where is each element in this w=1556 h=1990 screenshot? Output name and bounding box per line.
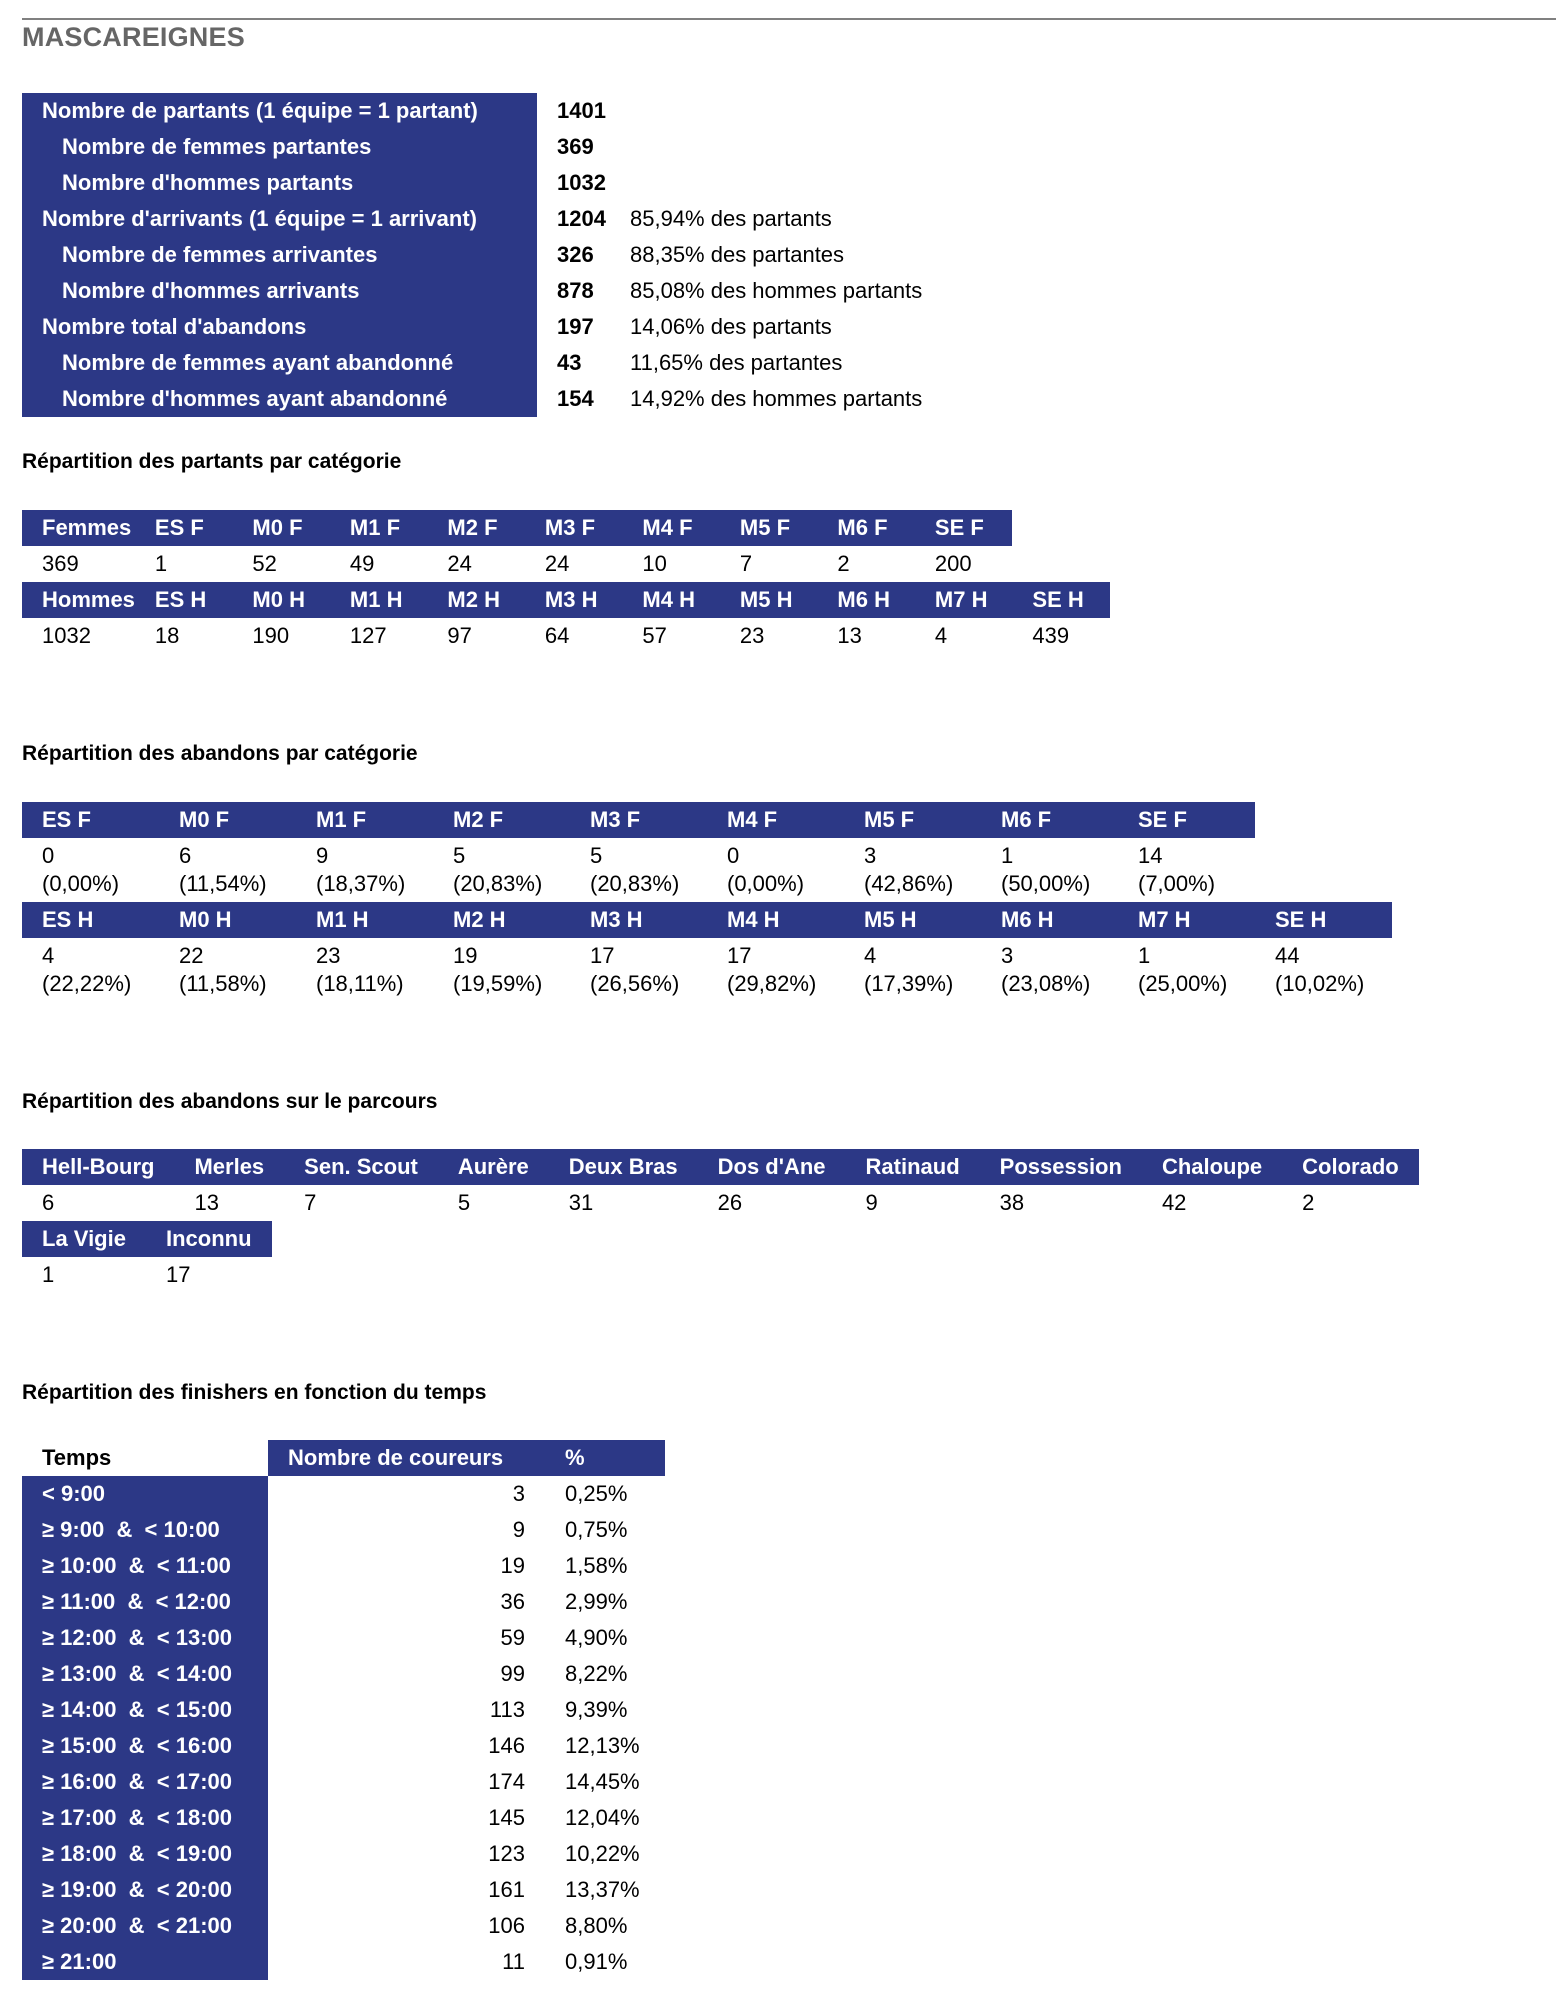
summary-value: 43 — [557, 350, 582, 375]
summary-value: 197 — [557, 314, 594, 339]
runner-percent: 8,22% — [565, 1661, 628, 1686]
runner-percent: 2,99% — [565, 1589, 628, 1614]
data-row — [22, 838, 1392, 902]
cell-value: 190 — [252, 623, 290, 648]
column-header: La Vigie — [22, 1221, 146, 1257]
cell-percent: (11,58%) — [179, 971, 267, 996]
time-row — [22, 1476, 665, 1512]
data-cell — [915, 618, 1013, 654]
column-header: M2 F — [433, 802, 570, 838]
column-header: M4 H — [622, 582, 720, 618]
column-header: Inconnu — [146, 1221, 272, 1257]
cell-percent: (23,08%) — [1001, 971, 1091, 996]
time-row — [22, 1764, 665, 1800]
column-header: M0 F — [159, 802, 296, 838]
column-header: Dos d'Ane — [698, 1149, 846, 1185]
runner-count: 9 — [512, 1517, 525, 1542]
column-header: M2 F — [427, 510, 525, 546]
column-header: M3 H — [570, 902, 707, 938]
runner-percent: 0,75% — [565, 1517, 628, 1542]
summary-label: Nombre d'hommes ayant abandonné — [22, 381, 537, 417]
runner-percent: 0,25% — [565, 1481, 628, 1506]
cell-value: 23 — [739, 623, 765, 648]
summary-label: Nombre d'arrivants (1 équipe = 1 arrivant) — [22, 201, 537, 237]
cell-value: 6 — [179, 843, 192, 868]
time-row — [22, 1512, 665, 1548]
summary-value: 1401 — [557, 98, 606, 123]
time-range: ≥ 15:00 & < 16:00 — [22, 1728, 268, 1764]
cell-value: 0 — [727, 843, 740, 868]
column-header: M3 F — [570, 802, 707, 838]
column-header: M5 H — [844, 902, 981, 938]
time-row — [22, 1836, 665, 1872]
column-header: M3 H — [525, 582, 623, 618]
data-cell — [330, 546, 428, 582]
data-cell — [174, 1185, 284, 1221]
cell-value: 31 — [568, 1190, 594, 1215]
column-header: ES H — [135, 582, 233, 618]
cell-value: 3 — [864, 843, 877, 868]
time-row — [22, 1692, 665, 1728]
cell-value: 42 — [1161, 1190, 1187, 1215]
data-cell — [980, 1185, 1142, 1221]
summary-percent: 88,35% des partantes — [630, 242, 845, 267]
cell-percent: (19,59%) — [453, 971, 543, 996]
column-header: M6 F — [817, 510, 915, 546]
column-header: Hommes — [22, 582, 135, 618]
data-row — [22, 1185, 1419, 1221]
cell-value: 44 — [1275, 943, 1300, 968]
data-cell — [846, 1185, 980, 1221]
summary-row — [22, 381, 922, 417]
summary-percent — [630, 129, 922, 165]
column-header: ES F — [135, 510, 233, 546]
data-cell — [22, 938, 159, 1002]
cell-value: 127 — [349, 623, 387, 648]
cell-value: 13 — [194, 1190, 219, 1215]
cell-value: 4 — [934, 623, 948, 648]
cell-value: 57 — [642, 623, 667, 648]
data-cell — [135, 546, 233, 582]
summary-percent: 85,08% des hommes partants — [630, 278, 923, 303]
summary-row — [22, 129, 922, 165]
cell-value: 17 — [590, 943, 615, 968]
summary-label: Nombre de partants (1 équipe = 1 partant) — [22, 93, 537, 129]
data-cell — [296, 838, 433, 902]
section-title-abandons-parcours: Répartition des abandons sur le parcours — [22, 1090, 438, 1113]
runner-percent: 4,90% — [565, 1625, 628, 1650]
cell-value: 200 — [934, 551, 972, 576]
cell-percent: (17,39%) — [864, 971, 954, 996]
data-cell — [622, 618, 720, 654]
cell-percent: (0,00%) — [42, 871, 120, 896]
column-header: M2 H — [427, 582, 525, 618]
column-header: M5 F — [844, 802, 981, 838]
time-row — [22, 1908, 665, 1944]
data-cell — [296, 938, 433, 1002]
data-cell — [438, 1185, 549, 1221]
summary-percent: 14,92% des hommes partants — [630, 386, 923, 411]
cell-value: 49 — [349, 551, 375, 576]
time-range: ≥ 19:00 & < 20:00 — [22, 1872, 268, 1908]
data-cell — [284, 1185, 438, 1221]
data-cell — [720, 618, 818, 654]
time-range: ≥ 16:00 & < 17:00 — [22, 1764, 268, 1800]
cell-percent: (50,00%) — [1001, 871, 1091, 896]
summary-value: 1204 — [557, 206, 606, 231]
time-row — [22, 1584, 665, 1620]
time-row — [22, 1800, 665, 1836]
cell-percent: (0,00%) — [727, 871, 805, 896]
column-header: SE F — [915, 510, 1013, 546]
column-header: ES H — [22, 902, 159, 938]
runner-percent: 14,45% — [565, 1769, 640, 1794]
data-cell — [817, 618, 915, 654]
data-cell — [525, 546, 623, 582]
data-cell — [1282, 1185, 1419, 1221]
column-header: Sen. Scout — [284, 1149, 438, 1185]
column-header-time: Temps — [22, 1440, 268, 1476]
runner-percent: 9,39% — [565, 1697, 628, 1722]
time-range: ≥ 20:00 & < 21:00 — [22, 1908, 268, 1944]
abandons-categorie-table — [22, 802, 1392, 1002]
column-header: ES F — [22, 802, 159, 838]
data-cell — [549, 1185, 698, 1221]
data-cell — [427, 546, 525, 582]
column-header: Hell-Bourg — [22, 1149, 174, 1185]
data-cell — [844, 838, 981, 902]
data-cell — [707, 838, 844, 902]
column-header: M2 H — [433, 902, 570, 938]
data-cell — [622, 546, 720, 582]
cell-value: 439 — [1032, 623, 1070, 648]
column-header: M6 H — [817, 582, 915, 618]
data-cell — [525, 618, 623, 654]
cell-value: 17 — [165, 1262, 191, 1287]
section-title-partants-categorie: Répartition des partants par catégorie — [22, 450, 402, 473]
header-row — [22, 902, 1392, 938]
column-header: M6 F — [981, 802, 1118, 838]
data-cell — [330, 618, 428, 654]
data-cell — [22, 546, 135, 582]
runner-count: 145 — [488, 1805, 525, 1830]
summary-percent — [630, 93, 922, 129]
abandons-parcours-table-1 — [22, 1149, 1419, 1221]
summary-percent: 85,94% des partants — [630, 206, 832, 231]
data-cell — [232, 546, 330, 582]
summary-row — [22, 309, 922, 345]
column-header: Deux Bras — [549, 1149, 698, 1185]
summary-row — [22, 201, 922, 237]
time-range: ≥ 14:00 & < 15:00 — [22, 1692, 268, 1728]
column-header: M1 F — [330, 510, 428, 546]
runner-percent: 13,37% — [565, 1877, 640, 1902]
column-header: M0 H — [232, 582, 330, 618]
time-range: ≥ 18:00 & < 19:00 — [22, 1836, 268, 1872]
data-cell — [159, 838, 296, 902]
header-row — [22, 510, 1110, 546]
data-cell — [1142, 1185, 1282, 1221]
cell-value: 9 — [316, 843, 329, 868]
cell-value: 7 — [304, 1190, 317, 1215]
runner-percent: 10,22% — [565, 1841, 640, 1866]
data-cell — [135, 618, 233, 654]
column-header: M3 F — [525, 510, 623, 546]
header-row — [22, 1440, 665, 1476]
runner-count: 174 — [488, 1769, 525, 1794]
data-cell — [844, 938, 981, 1002]
cell-value: 23 — [316, 943, 341, 968]
header-row — [22, 802, 1392, 838]
runner-count: 123 — [488, 1841, 525, 1866]
cell-value: 1 — [1001, 843, 1014, 868]
summary-label: Nombre d'hommes arrivants — [22, 273, 537, 309]
time-range: ≥ 13:00 & < 14:00 — [22, 1656, 268, 1692]
cell-value: 19 — [453, 943, 478, 968]
header-row — [22, 1149, 1419, 1185]
data-cell — [817, 546, 915, 582]
runner-percent: 0,91% — [565, 1949, 628, 1974]
cell-percent: (11,54%) — [179, 871, 267, 896]
summary-label: Nombre de femmes partantes — [22, 129, 537, 165]
runner-percent: 8,80% — [565, 1913, 628, 1938]
cell-percent: (20,83%) — [590, 871, 680, 896]
runner-count: 106 — [488, 1913, 525, 1938]
data-cell — [232, 618, 330, 654]
column-header: SE H — [1255, 902, 1392, 938]
cell-percent: (7,00%) — [1138, 871, 1216, 896]
summary-label: Nombre de femmes ayant abandonné — [22, 345, 537, 381]
column-header: Merles — [174, 1149, 284, 1185]
cell-value: 13 — [837, 623, 862, 648]
data-cell — [22, 838, 159, 902]
data-row — [22, 546, 1110, 582]
runner-count: 3 — [512, 1481, 525, 1506]
data-cell — [698, 1185, 846, 1221]
cell-value: 24 — [544, 551, 570, 576]
cell-value: 26 — [717, 1190, 743, 1215]
data-cell — [981, 938, 1118, 1002]
cell-value: 1 — [1138, 943, 1151, 968]
time-row — [22, 1728, 665, 1764]
cell-percent: (42,86%) — [864, 871, 954, 896]
cell-percent: (26,56%) — [590, 971, 680, 996]
runner-count: 11 — [502, 1949, 525, 1974]
column-header: M5 F — [720, 510, 818, 546]
column-header: M7 H — [1118, 902, 1255, 938]
cell-value: 5 — [457, 1190, 471, 1215]
column-header: SE H — [1012, 582, 1110, 618]
column-header: M5 H — [720, 582, 818, 618]
summary-label: Nombre d'hommes partants — [22, 165, 537, 201]
data-cell — [981, 838, 1118, 902]
cell-value: 14 — [1138, 843, 1163, 868]
summary-row — [22, 165, 922, 201]
summary-row — [22, 93, 922, 129]
data-cell — [1255, 938, 1392, 1002]
cell-value: 2 — [837, 551, 850, 576]
column-header: M1 F — [296, 802, 433, 838]
cell-value: 10 — [642, 551, 667, 576]
data-cell — [159, 938, 296, 1002]
summary-value: 326 — [557, 242, 594, 267]
cell-value: 64 — [544, 623, 570, 648]
summary-row — [22, 273, 922, 309]
time-row — [22, 1656, 665, 1692]
runner-percent: 1,58% — [565, 1553, 628, 1578]
partants-categorie-table — [22, 510, 1110, 654]
column-header: Possession — [980, 1149, 1142, 1185]
runner-count: 59 — [500, 1625, 525, 1650]
time-range: ≥ 17:00 & < 18:00 — [22, 1800, 268, 1836]
time-range: ≥ 11:00 & < 12:00 — [22, 1584, 268, 1620]
column-header-percent: % — [545, 1440, 665, 1476]
cell-percent: (18,11%) — [316, 971, 404, 996]
data-cell — [22, 618, 135, 654]
cell-value: 5 — [590, 843, 603, 868]
summary-label: Nombre total d'abandons — [22, 309, 537, 345]
cell-value: 4 — [864, 943, 877, 968]
column-header: M6 H — [981, 902, 1118, 938]
time-row — [22, 1944, 665, 1980]
column-header: M4 F — [622, 510, 720, 546]
header-row — [22, 582, 1110, 618]
data-cell — [915, 546, 1013, 582]
runner-count: 113 — [489, 1697, 525, 1722]
page-title: MASCAREIGNES — [22, 22, 245, 52]
cell-value: 17 — [727, 943, 752, 968]
header-row — [22, 1221, 272, 1257]
top-rule — [22, 18, 1556, 20]
cell-value: 6 — [42, 1190, 55, 1215]
time-range: ≥ 10:00 & < 11:00 — [22, 1548, 268, 1584]
column-header: M7 H — [915, 582, 1013, 618]
cell-value: 9 — [865, 1190, 878, 1215]
cell-value: 1032 — [42, 623, 91, 648]
cell-value: 38 — [999, 1190, 1025, 1215]
summary-value: 154 — [557, 386, 594, 411]
column-header: Aurère — [438, 1149, 549, 1185]
data-cell — [146, 1257, 272, 1293]
cell-percent: (25,00%) — [1138, 971, 1228, 996]
summary-label: Nombre de femmes arrivantes — [22, 237, 537, 273]
cell-value: 4 — [42, 943, 55, 968]
data-cell — [22, 1257, 146, 1293]
data-row — [22, 618, 1110, 654]
runner-percent: 12,04% — [565, 1805, 640, 1830]
cell-value: 1 — [154, 551, 168, 576]
summary-percent: 14,06% des partants — [630, 314, 832, 339]
data-cell — [1118, 838, 1255, 902]
column-header: Colorado — [1282, 1149, 1419, 1185]
data-row — [22, 1257, 272, 1293]
cell-value: 1 — [42, 1262, 55, 1287]
abandons-parcours-table-2 — [22, 1221, 272, 1293]
summary-value: 878 — [557, 278, 594, 303]
time-row — [22, 1872, 665, 1908]
data-cell — [707, 938, 844, 1002]
column-header: M4 H — [707, 902, 844, 938]
time-row — [22, 1548, 665, 1584]
cell-value: 3 — [1001, 943, 1014, 968]
data-cell — [1118, 938, 1255, 1002]
column-header: M1 H — [330, 582, 428, 618]
cell-value: 2 — [1302, 1190, 1315, 1215]
finishers-temps-table — [22, 1440, 665, 1980]
cell-value: 18 — [154, 623, 180, 648]
column-header: Chaloupe — [1142, 1149, 1282, 1185]
cell-percent: (29,82%) — [727, 971, 817, 996]
time-range: < 9:00 — [22, 1476, 268, 1512]
cell-value: 22 — [179, 943, 204, 968]
cell-percent: (22,22%) — [42, 971, 132, 996]
section-title-abandons-categorie: Répartition des abandons par catégorie — [22, 742, 418, 765]
summary-row — [22, 345, 922, 381]
runner-count: 99 — [500, 1661, 525, 1686]
column-header: M1 H — [296, 902, 433, 938]
section-title-finishers-temps: Répartition des finishers en fonction du temps — [22, 1381, 487, 1404]
runner-count: 146 — [488, 1733, 525, 1758]
data-cell — [720, 546, 818, 582]
data-cell — [570, 838, 707, 902]
summary-value: 1032 — [557, 170, 606, 195]
summary-row — [22, 237, 922, 273]
runner-count: 161 — [488, 1877, 525, 1902]
cell-value: 369 — [42, 551, 79, 576]
data-cell — [433, 938, 570, 1002]
time-range: ≥ 9:00 & < 10:00 — [22, 1512, 268, 1548]
data-cell — [433, 838, 570, 902]
cell-percent: (20,83%) — [453, 871, 543, 896]
time-row — [22, 1620, 665, 1656]
column-header-count: Nombre de coureurs — [268, 1440, 545, 1476]
cell-value: 52 — [252, 551, 277, 576]
cell-value: 7 — [739, 551, 753, 576]
column-header: M0 H — [159, 902, 296, 938]
cell-percent: (10,02%) — [1275, 971, 1365, 996]
data-row — [22, 938, 1392, 1002]
time-range: ≥ 21:00 — [22, 1944, 268, 1980]
cell-value: 5 — [453, 843, 466, 868]
runner-count: 36 — [500, 1589, 525, 1614]
column-header: M4 F — [707, 802, 844, 838]
column-header: SE F — [1118, 802, 1255, 838]
cell-percent: (18,37%) — [316, 871, 406, 896]
summary-table — [22, 93, 922, 417]
summary-percent: 11,65% des partantes — [630, 350, 843, 375]
data-cell — [22, 1185, 174, 1221]
runner-count: 19 — [500, 1553, 525, 1578]
cell-value: 0 — [42, 843, 55, 868]
cell-value: 97 — [447, 623, 472, 648]
runner-percent: 12,13% — [565, 1733, 640, 1758]
data-cell — [1012, 618, 1110, 654]
column-header: M0 F — [232, 510, 330, 546]
cell-value: 24 — [447, 551, 472, 576]
data-cell — [427, 618, 525, 654]
time-range: ≥ 12:00 & < 13:00 — [22, 1620, 268, 1656]
summary-percent — [630, 165, 922, 201]
summary-value: 369 — [557, 134, 594, 159]
column-header: Femmes — [22, 510, 135, 546]
data-cell — [570, 938, 707, 1002]
column-header: Ratinaud — [846, 1149, 980, 1185]
